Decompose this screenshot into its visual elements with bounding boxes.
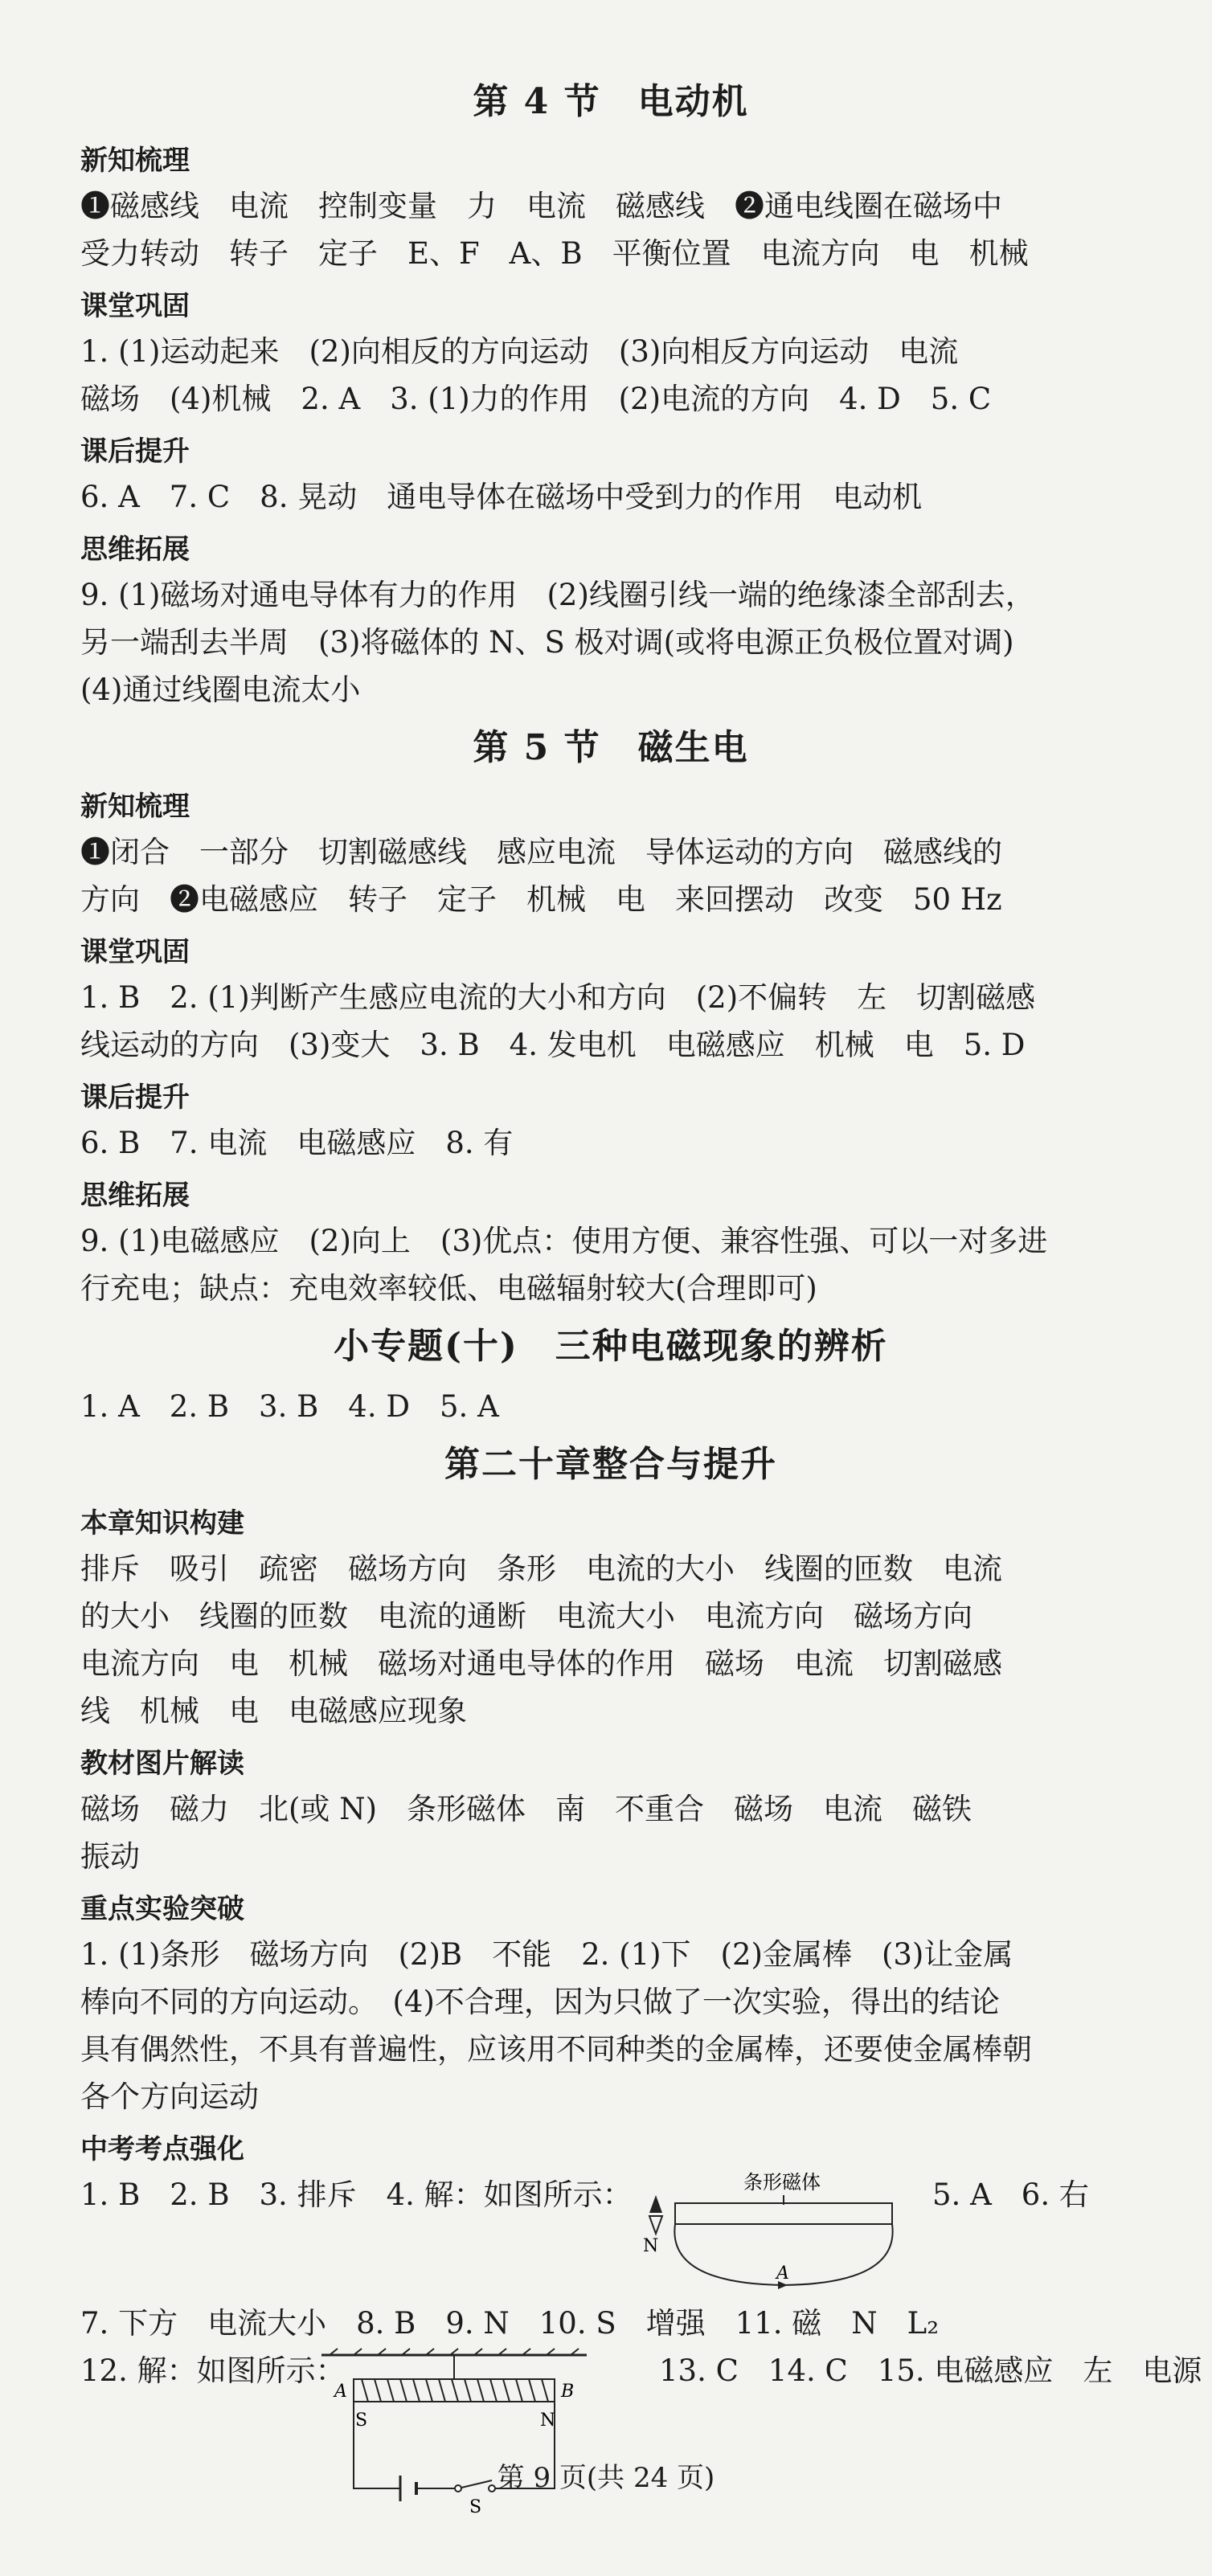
magnet-label: 条形磁体	[743, 2171, 821, 2194]
section-title-motor: 第 4 节 电动机	[473, 81, 749, 122]
answer-line: 行充电；缺点：充电效率较低、电磁辐射较大(合理即可)	[80, 1271, 817, 1306]
answer-line: 1. B 2. (1)判断产生感应电流的大小和方向 (2)不偏转 左 切割磁感	[80, 980, 1036, 1015]
subheading-new-knowledge: 新知梳理	[80, 145, 190, 177]
subheading-exam-points: 中考考点强化	[80, 2133, 244, 2165]
answer-line: 磁场 磁力 北(或 N) 条形磁体 南 不重合 磁场 电流 磁铁	[80, 1792, 972, 1826]
answer-line: 9. (1)磁场对通电导体有力的作用 (2)线圈引线一端的绝缘漆全部刮去，	[80, 578, 1035, 612]
subheading-after-class: 课后提升	[80, 1082, 190, 1114]
answer-line: 6. B 7. 电流 电磁感应 8. 有	[80, 1126, 514, 1160]
answer-line: 1. A 2. B 3. B 4. D 5. A	[80, 1389, 499, 1424]
answer-row-with-electromagnet-figure	[80, 2347, 1202, 2524]
answer-line: 6. A 7. C 8. 晃动 通电导体在磁场中受到力的作用 电动机	[80, 480, 923, 514]
end-b-label: B	[561, 2382, 575, 2402]
answer-line: 5. A 6. 右	[932, 2177, 1089, 2212]
answer-line: 线运动的方向 (3)变大 3. B 4. 发电机 电磁感应 机械 电 5. D	[80, 1028, 1026, 1062]
subheading-classroom: 课堂巩固	[80, 290, 190, 322]
compass-needle-north	[649, 2195, 662, 2213]
answer-line: 电流方向 电 机械 磁场对通电导体的作用 磁场 电流 切割磁感	[80, 1646, 1002, 1681]
bar-magnet	[675, 2203, 892, 2224]
subheading-textbook-figures: 教材图片解读	[80, 1748, 244, 1780]
section-title-generator: 第 5 节 磁生电	[473, 727, 749, 768]
answer-line: 各个方向运动	[80, 2079, 259, 2114]
answer-line: 排斥 吸引 疏密 磁场方向 条形 电流的大小 线圈的匝数 电流	[80, 1552, 1002, 1586]
section-title-special-topic: 小专题(十) 三种电磁现象的辨析	[334, 1326, 888, 1367]
pole-s-label: S	[355, 2410, 368, 2431]
answer-line: 13. C 14. C 15. 电磁感应 左 电源	[659, 2353, 1202, 2388]
subheading-thinking: 思维拓展	[80, 1180, 190, 1212]
answer-line: 具有偶然性，不具有普遍性，应该用不同种类的金属棒，还要使金属棒朝	[80, 2032, 1032, 2067]
page-footer: 第 9 页(共 24 页)	[497, 2462, 715, 2494]
point-a-label: A	[776, 2263, 789, 2284]
answer-line: 7. 下方 电流大小 8. B 9. N 10. S 增强 11. 磁 N L₂	[80, 2306, 940, 2341]
answer-line: (4)通过线圈电流太小	[80, 673, 361, 707]
needle-n-label: N	[643, 2236, 659, 2256]
coil-windings	[362, 2379, 548, 2402]
subheading-classroom: 课堂巩固	[80, 936, 190, 968]
answer-line: 方向 ❷电磁感应 转子 定子 机械 电 来回摆动 改变 50 Hz	[80, 882, 1002, 917]
compass-needle-south	[649, 2216, 662, 2234]
answer-line: 磁场 (4)机械 2. A 3. (1)力的作用 (2)电流的方向 4. D 5. C	[80, 382, 992, 416]
pole-n-label: N	[540, 2410, 556, 2431]
answer-line: 1. B 2. B 3. 排斥 4. 解：如图所示：	[80, 2177, 633, 2212]
subheading-thinking: 思维拓展	[80, 534, 190, 566]
answer-line: 1. (1)运动起来 (2)向相反的方向运动 (3)向相反方向运动 电流	[80, 334, 959, 369]
answer-line: ❶磁感线 电流 控制变量 力 电流 磁感线 ❷通电线圈在磁场中	[80, 189, 1002, 223]
subheading-after-class: 课后提升	[80, 435, 190, 468]
subheading-key-experiments: 重点实验突破	[80, 1893, 244, 1925]
answer-line: 12. 解：如图所示：	[80, 2353, 346, 2388]
answer-line: 振动	[80, 1839, 140, 1874]
answer-line: 的大小 线圈的匝数 电流的通断 电流大小 电流方向 磁场方向	[80, 1599, 972, 1634]
switch-label: S	[469, 2497, 482, 2516]
answer-line: 线 机械 电 电磁感应现象	[80, 1694, 467, 1728]
answer-line: 棒向不同的方向运动。 (4)不合理，因为只做了一次实验，得出的结论	[80, 1985, 1000, 2019]
answer-line: ❶闭合 一部分 切割磁感线 感应电流 导体运动的方向 磁感线的	[80, 835, 1002, 869]
subheading-knowledge-building: 本章知识构建	[80, 1507, 244, 1539]
section-title-chapter-review: 第二十章整合与提升	[444, 1444, 777, 1485]
answer-row-with-magnet-figure	[80, 2171, 1141, 2300]
page-content	[80, 67, 1202, 2524]
end-a-label: A	[334, 2382, 347, 2402]
answer-line: 9. (1)电磁感应 (2)向上 (3)优点：使用方便、兼容性强、可以一对多进	[80, 1224, 1048, 1258]
answer-line: 受力转动 转子 定子 E、F A、B 平衡位置 电流方向 电 机械	[80, 236, 1029, 271]
answer-line: 1. (1)条形 磁场方向 (2)B 不能 2. (1)下 (2)金属棒 (3)让金属	[80, 1937, 1013, 1972]
answer-line: 另一端刮去半周 (3)将磁体的 N、S 极对调(或将电源正负极位置对调)	[80, 625, 1014, 660]
subheading-new-knowledge: 新知梳理	[80, 791, 190, 823]
